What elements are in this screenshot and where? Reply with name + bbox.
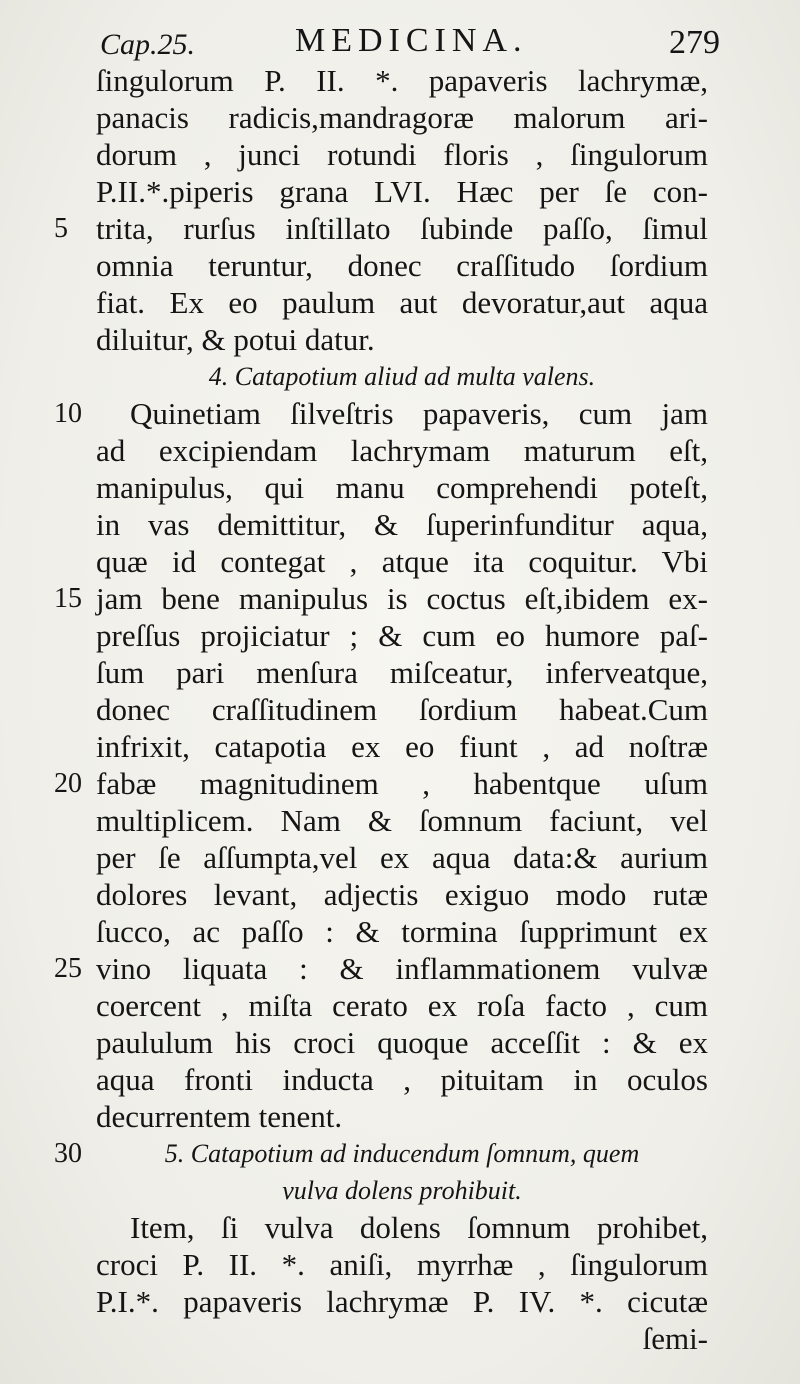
running-title: MEDICINA.	[295, 22, 528, 59]
text-line: decurrentem tenent.	[96, 1099, 343, 1134]
text-line: multiplicem. Nam & ſomnum faciunt, vel	[96, 803, 708, 838]
text-line: diluitur, & potui datur.	[96, 322, 375, 357]
text-line: per ſe aſſumpta,vel ex aqua data:& aurium	[96, 840, 708, 875]
text-line: dorum , junci rotundi floris , ſingulorum	[96, 137, 708, 172]
line-number: 5	[54, 213, 68, 244]
line-number: 25	[54, 953, 82, 984]
text-line: jam bene manipulus is coctus eſt,ibidem ex-	[96, 581, 708, 616]
text-line: panacis radicis,mandragoræ malorum ari-	[96, 100, 708, 135]
text-line: Quinetiam ſilveſtris papaveris, cum jam	[130, 396, 708, 431]
text-line: infrixit, catapotia ex eo fiunt , ad noſtræ	[96, 729, 708, 764]
text-line: preſſus projiciatur ; & cum eo humore paſ-	[96, 618, 708, 653]
text-line: fiat. Ex eo paulum aut devoratur,aut aqua	[96, 285, 708, 320]
text-line: ſucco, ac paſſo : & tormina ſupprimunt ex	[96, 914, 708, 949]
text-line: aqua fronti inducta , pituitam in oculos	[96, 1062, 708, 1097]
line-number: 30	[54, 1138, 82, 1169]
text-line: omnia teruntur, donec craſſitudo ſordium	[96, 248, 708, 283]
text-line: in vas demittitur, & ſuperinfunditur aqua,	[96, 507, 708, 542]
chapter-label: Cap.25.	[100, 28, 196, 61]
text-line: ad excipiendam lachrymam maturum eſt,	[96, 433, 708, 468]
text-line: fabæ magnitudinem , habentque uſum	[96, 766, 708, 801]
line-number: 10	[54, 398, 82, 429]
text-line: ſemi-	[642, 1321, 708, 1356]
text-line: P.II.*.piperis grana LVI. Hæc per ſe con-	[96, 174, 708, 209]
text-line: vino liquata : & inflammationem vulvæ	[96, 951, 708, 986]
section-heading: 4. Catapotium aliud ad multa valens.	[208, 362, 596, 391]
text-line: ſum pari menſura miſceatur, inferveatque,	[96, 655, 708, 690]
text-line: donec craſſitudinem ſordium habeat.Cum	[96, 692, 708, 727]
text-line: P.I.*. papaveris lachrymæ P. IV. *. cicutæ	[96, 1284, 708, 1319]
text-line: manipulus, qui manu comprehendi poteſt,	[96, 470, 708, 505]
text-line: quæ id contegat , atque ita coquitur. Vbi	[96, 544, 708, 579]
text-line: croci P. II. *. aniſi, myrrhæ , ſingulorum	[96, 1247, 708, 1282]
text-line: coercent , miſta cerato ex roſa facto , cum	[96, 988, 708, 1023]
page-number: 279	[669, 24, 720, 61]
text-line: dolores levant, adjectis exiguo modo rutæ	[96, 877, 708, 912]
text-line: paululum his croci quoque acceſſit : & ex	[96, 1025, 708, 1060]
text-line: Item, ſi vulva dolens ſomnum prohibet,	[130, 1210, 708, 1245]
text-line: ſingulorum P. II. *. papaveris lachrymæ,	[96, 63, 708, 98]
section-heading: vulva dolens prohibuit.	[282, 1176, 522, 1205]
text-line: trita, rurſus inſtillato ſubinde paſſo, ſimul	[96, 211, 708, 246]
section-heading: 5. Catapotium ad inducendum ſomnum, quem	[164, 1139, 640, 1168]
line-number: 20	[54, 768, 82, 799]
line-number: 15	[54, 583, 82, 614]
